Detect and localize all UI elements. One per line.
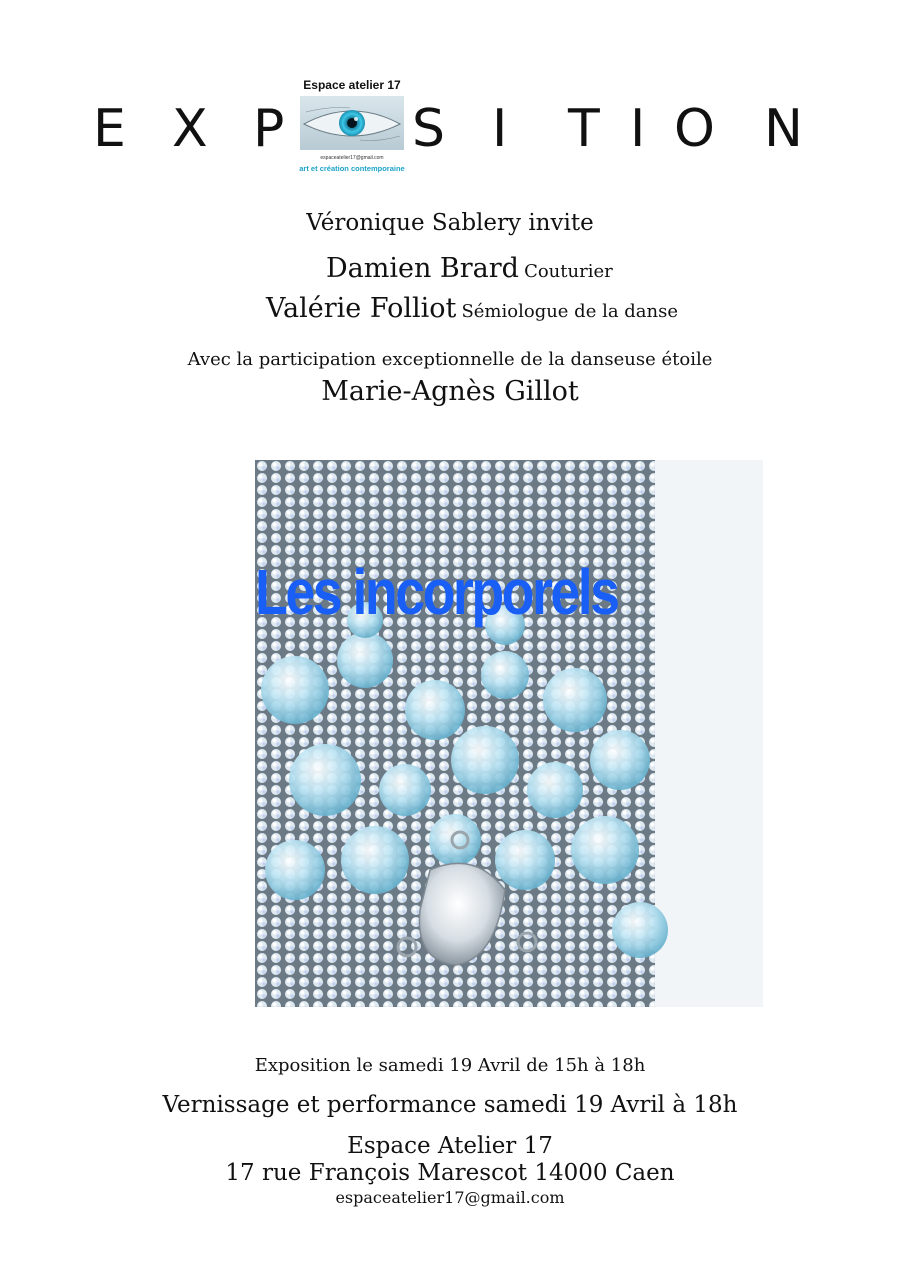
- title-letter: S: [412, 99, 446, 159]
- title-letter: N: [764, 99, 803, 159]
- title-letter: T: [568, 99, 600, 159]
- poster-title: Les incorporels: [255, 556, 618, 628]
- opening-performance: Vernissage et performance samedi 19 Avril à 18h: [162, 1092, 738, 1118]
- star-dancer-name: Marie-Agnès Gillot: [321, 376, 579, 407]
- guest-line: [326, 253, 613, 284]
- guest-name: Damien Brard: [326, 253, 519, 284]
- title-letter: P: [253, 99, 285, 159]
- logo-email: espaceatelier17@gmail.com: [320, 155, 384, 161]
- poster-image: [255, 460, 763, 1007]
- contact-email[interactable]: espaceatelier17@gmail.com: [335, 1188, 565, 1207]
- venue-address: 17 rue François Marescot 14000 Caen: [225, 1160, 675, 1186]
- title-letter: O: [674, 99, 715, 159]
- exhibition-hours: Exposition le samedi 19 Avril de 15h à 18h: [254, 1055, 646, 1076]
- participation-line: Avec la participation exceptionnelle de la danseuse étoile: [187, 349, 713, 370]
- guest-role: Couturier: [524, 261, 613, 282]
- host-line: Véronique Sablery invite: [306, 210, 594, 236]
- title-letter: I: [630, 99, 646, 159]
- logo-name: Espace atelier 17: [303, 78, 401, 92]
- guest-role: Sémiologue de la danse: [461, 301, 679, 322]
- logo-tagline: art et création contemporaine: [299, 164, 405, 173]
- guest-name: Valérie Folliot: [266, 293, 457, 324]
- espace-atelier-logo: [296, 78, 408, 176]
- title-letter: X: [172, 99, 208, 159]
- title-letter: I: [492, 99, 508, 159]
- eye-icon: [300, 96, 404, 150]
- title-letter: E: [93, 99, 126, 159]
- venue-name: Espace Atelier 17: [347, 1133, 553, 1159]
- guest-line: [266, 293, 678, 324]
